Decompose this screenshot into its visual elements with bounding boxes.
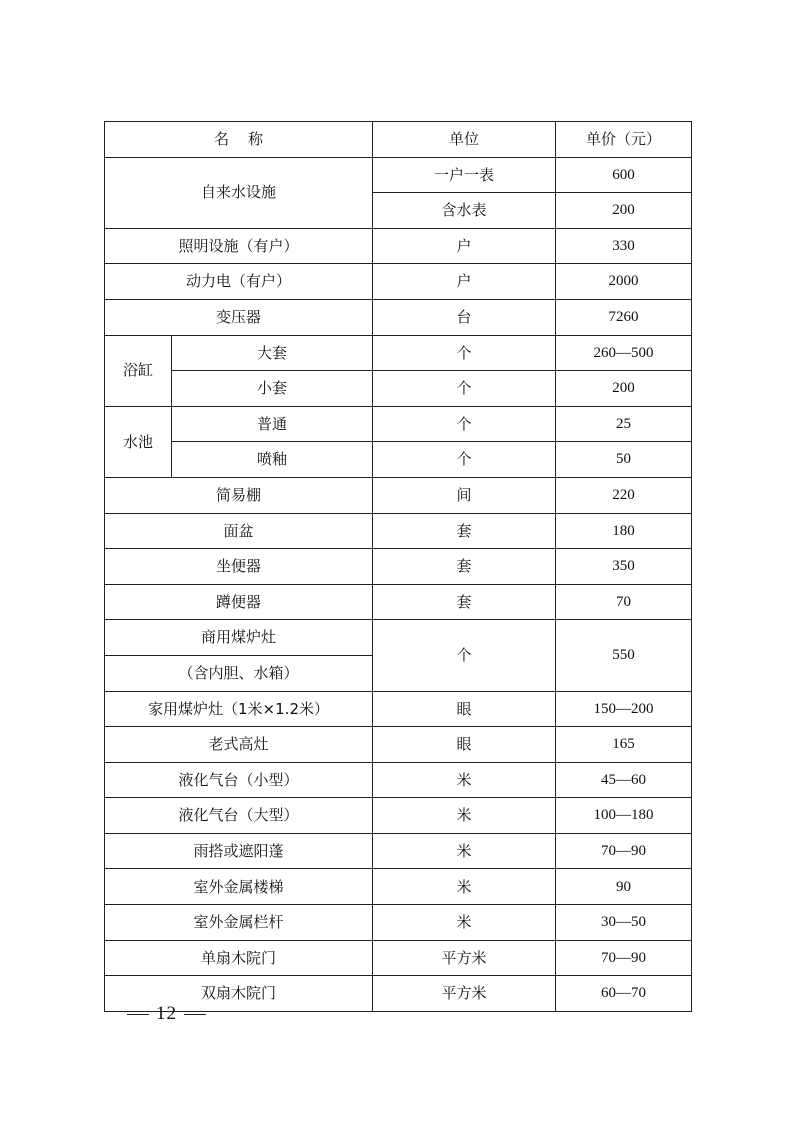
page-number-value: 12 [156, 1003, 177, 1024]
cell-unit: 个 [373, 406, 556, 442]
table-row [105, 762, 692, 798]
table-row [105, 513, 692, 549]
page-number-dash-left [127, 1014, 149, 1015]
table-row [105, 798, 692, 834]
cell-price: 70—90 [556, 940, 692, 976]
cell-name: 普通 [172, 406, 373, 442]
cell-unit: 米 [373, 798, 556, 834]
cell-unit: 个 [373, 371, 556, 407]
cell-name: 雨搭或遮阳蓬 [105, 833, 373, 869]
cell-unit: 米 [373, 762, 556, 798]
table-row [105, 549, 692, 585]
cell-name: 双扇木院门 [105, 976, 373, 1012]
cell-price: 200 [556, 371, 692, 407]
cell-price: 180 [556, 513, 692, 549]
cell-unit: 含水表 [373, 193, 556, 229]
table-row [105, 477, 692, 513]
group-label-sink: 水池 [105, 406, 172, 477]
price-table [104, 121, 692, 1012]
table-row [105, 335, 692, 371]
table-row [105, 228, 692, 264]
table-row [105, 691, 692, 727]
group-label-bathtub: 浴缸 [105, 335, 172, 406]
table-row [105, 905, 692, 941]
cell-unit: 间 [373, 477, 556, 513]
cell-name: 变压器 [105, 299, 373, 335]
cell-unit: 台 [373, 299, 556, 335]
water-name: 自来水设施 [105, 157, 373, 228]
table-row [105, 157, 692, 193]
table-row [105, 299, 692, 335]
cell-price: 45—60 [556, 762, 692, 798]
cell-unit: 套 [373, 513, 556, 549]
table-row [105, 442, 692, 478]
cell-price: 600 [556, 157, 692, 193]
cell-price: 50 [556, 442, 692, 478]
table-row [105, 264, 692, 300]
cell-unit: 眼 [373, 691, 556, 727]
stove-name-line2: （含内胆、水箱） [105, 655, 373, 691]
cell-name: 单扇木院门 [105, 940, 373, 976]
cell-unit: 平方米 [373, 940, 556, 976]
cell-price: 260—500 [556, 335, 692, 371]
cell-price: 350 [556, 549, 692, 585]
page-number [120, 1003, 213, 1025]
cell-name: 老式高灶 [105, 727, 373, 763]
cell-name: 液化气台（大型） [105, 798, 373, 834]
cell-name: 小套 [172, 371, 373, 407]
page-number-dash-right [184, 1014, 206, 1015]
table-row [105, 584, 692, 620]
cell-name: 坐便器 [105, 549, 373, 585]
header-unit: 单位 [373, 122, 556, 158]
cell-name: 室外金属楼梯 [105, 869, 373, 905]
cell-unit: 套 [373, 584, 556, 620]
stove-name-line1: 商用煤炉灶 [105, 620, 373, 656]
cell-price: 25 [556, 406, 692, 442]
cell-name: 照明设施（有户） [105, 228, 373, 264]
table-row [105, 727, 692, 763]
cell-unit: 个 [373, 335, 556, 371]
cell-price: 30—50 [556, 905, 692, 941]
cell-unit: 户 [373, 228, 556, 264]
cell-unit: 平方米 [373, 976, 556, 1012]
cell-price: 70 [556, 584, 692, 620]
cell-price: 550 [556, 620, 692, 691]
cell-price: 100—180 [556, 798, 692, 834]
cell-name: 动力电（有户） [105, 264, 373, 300]
table-row [105, 371, 692, 407]
table-header-row [105, 122, 692, 158]
cell-unit: 套 [373, 549, 556, 585]
cell-price: 150—200 [556, 691, 692, 727]
cell-unit: 户 [373, 264, 556, 300]
cell-price: 7260 [556, 299, 692, 335]
table-row [105, 869, 692, 905]
cell-name: 面盆 [105, 513, 373, 549]
cell-unit: 米 [373, 905, 556, 941]
table-row [105, 620, 692, 656]
cell-name: 蹲便器 [105, 584, 373, 620]
cell-unit: 米 [373, 833, 556, 869]
cell-price: 60—70 [556, 976, 692, 1012]
cell-price: 200 [556, 193, 692, 229]
cell-price: 90 [556, 869, 692, 905]
cell-unit: 个 [373, 442, 556, 478]
cell-price: 165 [556, 727, 692, 763]
cell-name: 家用煤炉灶（1米×1.2米） [105, 691, 373, 727]
cell-price: 70—90 [556, 833, 692, 869]
cell-name: 简易棚 [105, 477, 373, 513]
header-name: 名 称 [105, 122, 373, 158]
cell-price: 330 [556, 228, 692, 264]
cell-name: 液化气台（小型） [105, 762, 373, 798]
cell-name: 大套 [172, 335, 373, 371]
cell-unit: 一户一表 [373, 157, 556, 193]
cell-unit: 眼 [373, 727, 556, 763]
table-row [105, 406, 692, 442]
cell-name: 室外金属栏杆 [105, 905, 373, 941]
cell-price: 220 [556, 477, 692, 513]
cell-unit: 米 [373, 869, 556, 905]
cell-name: 喷釉 [172, 442, 373, 478]
cell-price: 2000 [556, 264, 692, 300]
table-row [105, 940, 692, 976]
cell-unit: 个 [373, 620, 556, 691]
table-row [105, 833, 692, 869]
header-price: 单价（元） [556, 122, 692, 158]
